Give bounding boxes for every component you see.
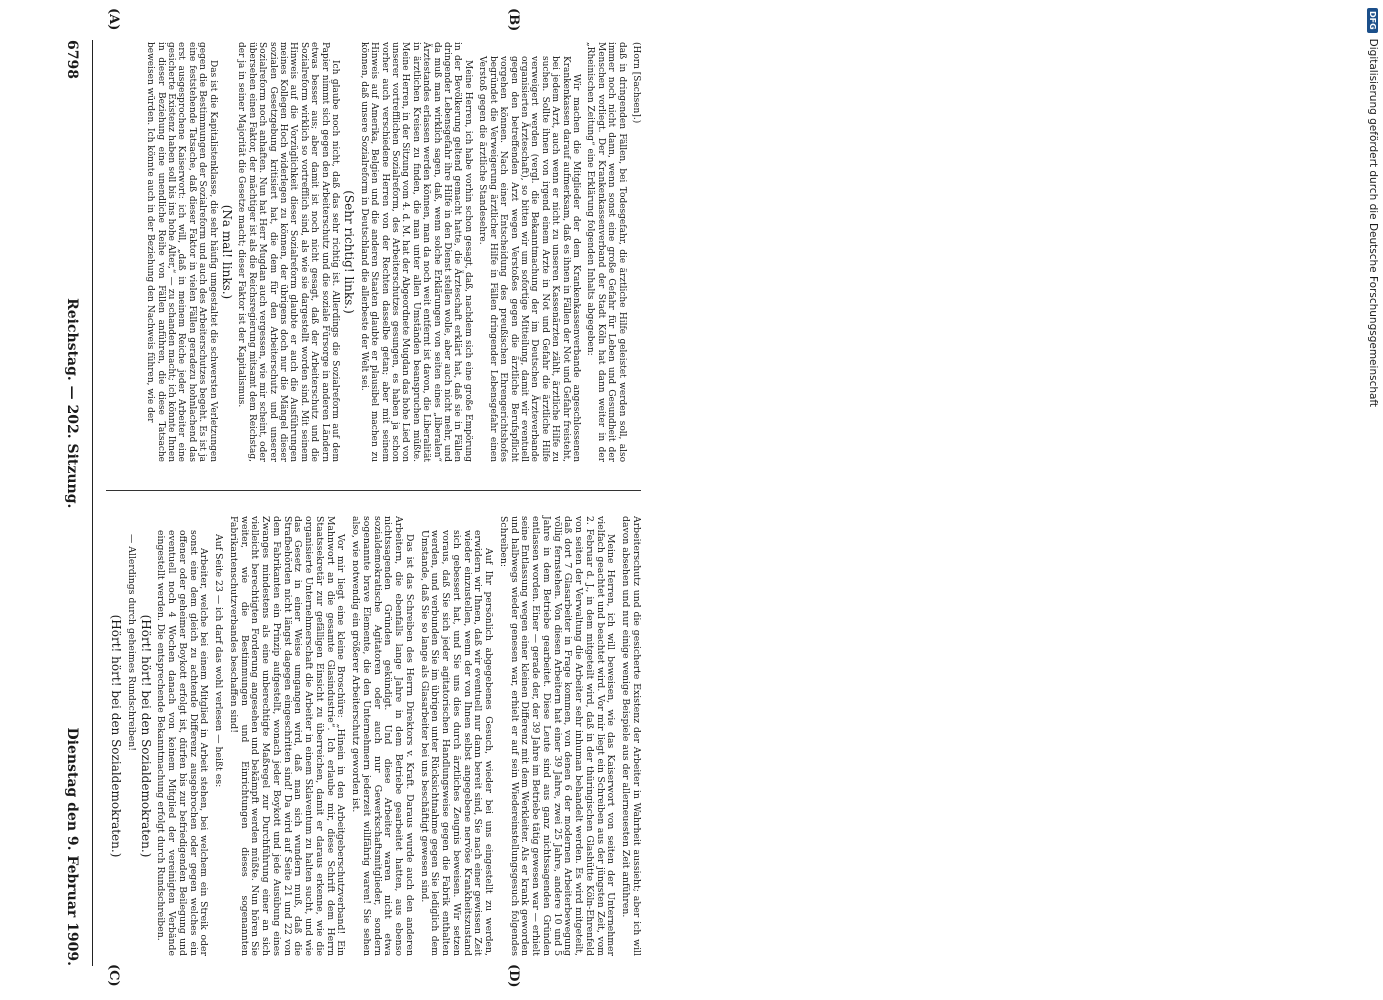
interjection: (Hört! hört! bei den Sozialdemokraten.) [138,614,153,858]
page-number: 6798 [64,40,80,79]
interjection: (Sehr richtig! links.) [342,190,357,314]
speaker-label: (Horn [Sachsen].) [631,42,641,124]
paragraph: Auf Seite 23 — ich darf das wohl verlesen — heißt es: [213,534,225,788]
margin-mark-c: (C) [106,964,121,987]
margin-mark-d: (D) [506,964,521,988]
column-divider [106,490,641,491]
interjection: (Na mal! links.) [219,204,234,300]
paragraph: Das ist das Schreiben des Herrn Direktors v. Kraft. Daraus wurde auch den anderen Arbeitern, die ebenfalls lange Jahre in dem Betriebe gearbeitet hatten, aus ebenso nichtssagenden Gründen gekündigt. Und diese Arbeiter waren nicht etwa sozialdemokratische Agitatoren oder auch nur Gewerkschaftsmitglieder, sondern sogenannte brave Elemente, die den Unternehmern jederzeit willfährig waren! Sie sehen also, wie notwendig ein größerer Arbeiterschutz geworden ist. [350,516,415,956]
quoted-paragraph: Arbeiter, welche bei einem Mitglied in Arbeit stehen, bei welchem ein Streik oder sonst eine dem gleich zu achtende Differenz ausgebrochen oder gegen welches ein offener oder geheimer Boykott erfolgt ist, dürfen bis zur befriedigenden Beilegung und eventuell noch 4 Wochen danach von keinem Mitglied der vereinigten Verbände eingestellt werden. Die entsprechende Bekanntmachung erfolgt durch Rundschreiben. [155,530,210,956]
right-column [106,516,641,956]
paragraph: Meine Herren, ich habe vorhin schon gesagt, daß, nachdem sich eine große Empörung in der Bevölkerung geltend gemacht hatte, die Ärzteschaft erklärt hat, daß sie in Fällen dringender Lebensgefahr ihre Hilfe in den Dienst stellen wolle, aber auch nicht mehr, und da muß man wirklich sagen, daß, wenn solche Erklärungen von seiten eines „liberalen“ Ärztestandes erlassen werden können, man da noch weit entfernt ist davon, die Liberalität in ärztlichen Kreisen zu finden, die man unter allen Umständen beanspruchen müßte. Meine Herren, in der Sitzung vom 4. d. M. hat der Abgeordnete Mugdan das hohe Lied von unserer vortrefflichen Sozialreform, des Arbeiterschutzes gesungen, es haben ja schon vorher auch verschiedene Herren von der Rechten dasselbe getan; aber mit seinem Hinweis auf Amerika, Belgien und die anderen Staaten glaubte er plausibel machen zu können, daß unsere Sozialreform in Deutschland die allerbeste der Welt sei. [358,42,473,462]
paragraph: Vor mir liegt eine kleine Broschüre: „Hinein in den Arbeitgeberschutzverband! Ein Mahnwort an die gesamte Glasindustrie“. Ich erlaube mir, diese Schrift dem Herrn Staatssekretär zur gefälligen Einsicht zu überreichen, damit er daraus erkenne, wie die organisierte Unternehmerschaft die Arbeiter in einem Sklaventum zu halten sucht, und wie das Gesetz in einer Weise umgangen wird, daß man sich wundern muß, daß die Strafbehörden nicht längst dagegen eingeschritten sind! Da wird auf Seite 21 und 22 von dem Fabrikanten ein Prinzip aufgestellt, wonach jeder Boykott und jede Ausübung eines Zwanges mindestens als eine unberechtigte Maßregel zur Durchführung einer an sich vielleicht berechtigten Forderung angesehen und bekämpft werden müßte. Nun hören Sie weiter, wie die Bestimmungen und Einrichtungen dieses sogenannten Fabrikantenschutzverbandes beschaffen sind! [228,516,347,956]
paragraph: Arbeiterschutz und die gesicherte Existenz der Arbeiter in Wahrheit aussieht; aber ich will davon absehen und nur einige wenige Beispiele aus der allerneuesten Zeit anführen. [620,516,642,956]
header-rule [92,40,93,966]
interjection: (Hört! hört! bei den Sozialdemokraten.) [109,614,124,858]
paragraph: Ich glaube noch nicht, daß das sehr richtig ist. Allerdings die Sozialreform auf dem Papier nimmt sich gegen den Arbeiterschutz und die soziale Fürsorge in anderen Ländern etwas besser aus; aber damit ist noch nicht gesagt, daß der Arbeiterschutz und die Sozialreform wirklich so vortrefflich sind, als wie sie dargestellt worden sind. Mit seinem Hinweis auf die Vorzüglichkeit dieser Sozialreform glaubte er auch die Ausführungen meines Kollegen Hoch widerlegen zu können, der übrigens doch nur die Mängel dieser sozialen Gesetzgebung kritisiert hat, die dem für den Arbeiterschutz und unserer Sozialreform noch anhaften. Nun hat Herr Mugdan auch vergessen, wie mir scheint, oder übersehen einen Faktor, der mächtiger ist als die Reichsregierung mitsamt dem Reichstag, der ja in seiner Majorität die Gesetze macht; dieser Faktor ist der Kapitalismus. [236,42,341,462]
funding-note: Digitalisierung gefördert durch die Deutsche Forschungsgemeinschaft [1367,38,1379,408]
dfg-logo: DFG [1368,8,1379,33]
header-title: Reichstag. — 202. Sitzung. [64,298,80,509]
paragraph: — Allerdings durch geheimes Rundschreiben! [126,534,137,751]
paragraph: Meine Herren, ich will beweisen, wie das Kaiserwort von seiten der Unternehmer vielfach geachtet und beachtet wird. Vor mir liegt ein Schreiben aus der jüngsten Zeit, vom 2. Februar d. J., in dem mitgeteilt wird, daß in der thüringischen Glashütte Köln-Ehrenfeld von seiten der Verwaltung die Arbeiter sehr inhuman behandelt werden. Es wird mitgeteilt, daß dort 7 Glasarbeiter in Frage kommen, von denen 6 der modernen Arbeiterbewegung völlig fernstehen. Von diesen Arbeitern hat einer 39 Jahre, zwei 25 Jahre, andere 10 und 5 Jahre in dem Betriebe gearbeitet. Diese Leute sind aus ganz nichtssagenden Gründen entlassen worden. Einer — gerade der, der 39 Jahre im Betriebe tätig gewesen war — erhielt seine Entlassung wegen einer kleinen Differenz mit dem Werkleiter. Als er krank geworden und halbwegs wieder genesen war, erhielt er auf sein Wiedereinstellungsgesuch folgendes Schreiben: [498,516,617,956]
margin-mark-b: (B) [506,8,521,32]
header-date: Dienstag den 9. Februar 1909. [64,727,80,966]
quoted-paragraph: Wir machen die Mitglieder der dem Krankenkassenverbande angeschlossenen Krankenkassen darauf aufmerksam, daß es ihnen in Fällen der Not und Gefahr freisteht, bei jedem Arzt, auch wenn er nicht zu unseren Kassenärzten zählt, ärztliche Hilfe zu suchen. Sollte ihnen von irgend einem Arzte in Not und Gefahr die ärztliche Hilfe verweigert werden (vergl. die Bekanntmachung der im Deutschen Ärzteverbande organisierten Ärzteschaft), so bitten wir um sofortige Mitteilung, damit wir eventuell gegen den betreffenden Arzt wegen Verstoßes gegen die ärztliche Berufspflicht vorgehen können. Nach einer Entscheidung des preußischen Ehrengerichtshofes begründet die Verweigerung ärztlicher Hilfe in Fällen dringender Lebensgefahr einen Verstoß gegen die ärztliche Standesehre. [477,56,581,462]
paragraph: daß in dringenden Fällen, bei Todesgefahr, die ärztliche Hilfe geleistet werden soll, also immer noch nicht dann, wenn sonst eine große Gefahr für Leben und Gesundheit der Menschen vorliegt. Der Krankenkassenverband der Stadt Köln hat dann weiter in der „Rheinischen Zeitung“ eine Erklärung folgenden Inhalts abgegeben: [585,42,627,462]
page-header [57,40,87,966]
left-column [106,42,641,462]
paragraph: Das ist die Kapitalistenklasse, die sehr häufig umgestaltet die schwersten Verletzungen gegen die Bestimmungen der Sozialreform und auch des Arbeiterschutzes begeht. Es ist ja eine feststehende Tatsache, daß dieser Faktor in vielen Fällen geradezu hohnlachend das erst ausgesprochene Kaiserwort: ich will, „daß in meinem Reiche jeder Arbeiter eine gesicherte Existenz haben soll bis ins hohe Alter,“ — zu schanden macht; ich könnte Ihnen in dieser Beziehung eine unendliche Reihe von Fällen anführen, die diese Tatsache beweisen würden. Ich könnte auch in der Beziehung den Nachweis führen, wie der [145,42,218,462]
funding-footer [1367,8,1379,988]
quoted-paragraph: Auf Ihr persönlich abgegebenes Gesuch, wieder bei uns eingestellt zu werden, erwidern wir Ihnen, daß wir eventuell nur dann bereit sind, Sie nach einer gewissen Zeit wieder einzustellen, wenn der von Ihnen selbst angegebene nervöse Krankheitszustand sich gebessert hat, und Sie uns dies durch ärztliches Zeugnis beweisen. Wir setzen voraus, daß Sie sich jeder agitatorischen Handlungsweise gegen die Fabrik enthalten werden, und verbunden Sie im übrigen unter Rücksichtnahme gegen Sie lediglich dem Umstande, daß Sie so lange als Glasarbeiter bei uns beschäftigt gewesen sind. [418,530,495,956]
margin-mark-a: (A) [106,8,121,31]
